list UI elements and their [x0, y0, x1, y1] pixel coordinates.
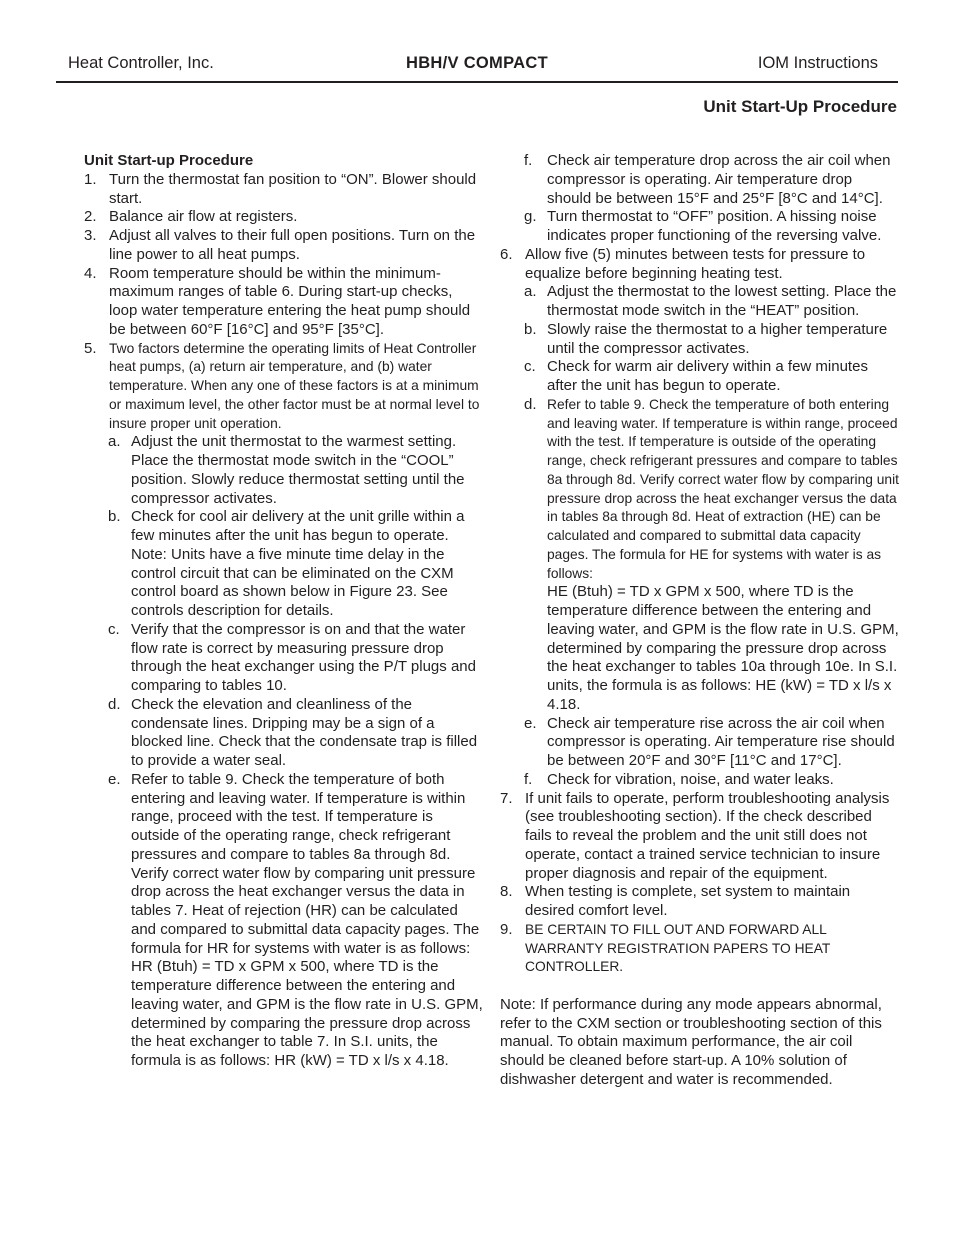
step-5: [84, 340, 484, 434]
company-name: Heat Controller, Inc.: [68, 54, 214, 72]
step-marker: 6.: [500, 245, 513, 263]
section-title: Unit Start-Up Procedure: [703, 97, 897, 116]
substep-marker: d.: [108, 695, 121, 713]
substep-text: Refer to table 9. Check the temperature of both entering and leaving water. If temperature is within range, proceed with the test. If temperature is outside of the operating range, check refrigerant pressures and compare to tables 8a through 8d. Verify correct water flow by comparing unit pressure drop across the heat exchanger versus the data in tables 7. Heat of rejection (HR) can be calculated and compared to submittal data capacity pages. The formula for HR for systems with water is as follows:: [131, 770, 480, 957]
substep-marker: f.: [524, 770, 533, 788]
substep-marker: g.: [524, 208, 537, 226]
substep-marker: a.: [108, 433, 121, 451]
step-text: Allow five (5) minutes between tests for pressure to equalize before beginning heating test.: [525, 245, 866, 282]
procedure-title: Unit Start-up Procedure: [84, 152, 254, 169]
substep-marker: a.: [524, 283, 537, 301]
step-text: Room temperature should be within the minimum-maximum ranges of table 6. During start-up checks, loop water temperature entering the heat pump should be between 60°F [16°C] and 95°F [35°C].: [109, 264, 471, 338]
substep-text: Check for cool air delivery at the unit grille within a few minutes after the unit has begun to operate. Note: Units have a five minute time delay in the control circuit that can be eliminated on the CXM control board as shown below in Figure 23. See controls description for details.: [131, 508, 465, 619]
substep-text: Check for warm air delivery within a few minutes after the unit has begun to operate.: [547, 358, 868, 394]
step-1: [84, 171, 484, 209]
step-5b: [84, 508, 484, 621]
substep-marker: d.: [524, 395, 537, 413]
substep-text: Refer to table 9. Check the temperature of both entering and leaving water. If temperature is within range, proceed with the test. If temperature is outside of the operating range, check refrigerant pressures and compare to tables 8a through 8d. Verify correct water flow by comparing unit pressure drop across the heat exchanger versus the data in tables 8a through 8d. Heat of extraction (HE) can be calculated and compared to submittal data capacity pages. The formula for HE for systems with water is as follows:: [547, 396, 899, 581]
step-5g: [500, 208, 900, 246]
step-5e: [84, 771, 484, 959]
substep-text: Verify that the compressor is on and that the water flow rate is correct by measuring pressure drop through the heat exchanger using the P/T plugs and comparing to tables 10.: [131, 620, 476, 694]
substep-text: Check air temperature drop across the air coil when compressor is operating. Air temperature drop should be between 15°F and 25°F [8°C and 14°C].: [547, 152, 891, 207]
substep-marker: f.: [524, 152, 533, 169]
step-6d-formula: [500, 583, 900, 714]
step-marker: 7.: [500, 789, 513, 807]
step-6d: [500, 396, 900, 584]
substep-text: Turn thermostat to “OFF” position. A hissing noise indicates proper functioning of the reversing valve.: [547, 208, 882, 244]
step-marker: 4.: [84, 264, 97, 282]
step-6a: [500, 283, 900, 321]
step-2: [84, 208, 484, 227]
step-5c: [84, 621, 484, 696]
header-divider: [56, 81, 898, 83]
step-text: Two factors determine the operating limits of Heat Controller heat pumps, (a) return air temperature, and (b) water temperature. When any one of these factors is at a minimum or maximum level, the other factor must be at normal level to insure proper unit operation.: [109, 340, 480, 431]
step-6e: [500, 715, 900, 771]
step-marker: 1.: [84, 170, 97, 188]
substep-marker: e.: [524, 714, 537, 732]
step-9: [500, 921, 900, 977]
step-marker: 2.: [84, 208, 97, 226]
substep-text: Adjust the thermostat to the lowest setting. Place the thermostat mode switch in the “HEAT” position.: [547, 283, 897, 319]
step-marker: 3.: [84, 227, 97, 244]
substep-text: Adjust the unit thermostat to the warmest setting. Place the thermostat mode switch in the “COOL” position. Slowly reduce thermostat setting until the compressor activates.: [131, 433, 465, 507]
step-8: [500, 883, 900, 921]
step-6c: [500, 358, 900, 396]
substep-text: Check for vibration, noise, and water leaks.: [547, 770, 834, 788]
left-column: [84, 152, 484, 1071]
substep-text: Check air temperature rise across the air coil when compressor is operating. Air temperature rise should be between 20°F and 30°F [11°C and 17°C].: [547, 714, 895, 769]
substep-marker: e.: [108, 770, 121, 788]
step-text: If unit fails to operate, perform troubleshooting analysis (see troubleshooting section). If the check described fails to reveal the problem and the unit still does not operate, contact a trained service technician to insure proper diagnosis and repair of the equipment.: [525, 789, 890, 882]
right-column: [500, 152, 900, 1090]
substep-marker: c.: [524, 358, 536, 376]
step-text: BE CERTAIN TO FILL OUT AND FORWARD ALL WARRANTY REGISTRATION PAPERS TO HEAT CONTROLLER.: [525, 921, 831, 975]
step-5e-formula: [84, 958, 484, 1071]
step-7: [500, 790, 900, 884]
formula-text: HE (Btuh) = TD x GPM x 500, where TD is the temperature difference between the entering and leaving water, and GPM is the flow rate in U.S. GPM, determined by comparing the pressure drop across the heat exchanger to tables 10a through 10e. In S.I. units, the formula is as follows: HE (kW) = TD x l/s x 4.18.: [547, 583, 899, 713]
substep-text: Slowly raise the thermostat to a higher temperature until the compressor activates.: [547, 320, 888, 357]
step-marker: 5.: [84, 339, 97, 357]
step-text: Adjust all valves to their full open positions. Turn on the line power to all heat pumps.: [109, 227, 476, 263]
step-marker: 9.: [500, 920, 513, 938]
step-text: When testing is complete, set system to maintain desired comfort level.: [525, 883, 851, 919]
step-5d: [84, 696, 484, 771]
product-name: HBH/V COMPACT: [405, 54, 548, 72]
substep-marker: b.: [524, 320, 537, 338]
substep-marker: c.: [108, 620, 120, 638]
step-text: Balance air flow at registers.: [109, 208, 298, 226]
step-3: [84, 227, 484, 265]
step-marker: 8.: [500, 883, 513, 901]
step-6f: [500, 771, 900, 790]
step-4: [84, 265, 484, 340]
substep-marker: b.: [108, 508, 121, 526]
step-6: [500, 246, 900, 284]
maintenance-note: Note: If performance during any mode appears abnormal, refer to the CXM section or troubleshooting section of this manual. To obtain maximum performance, the air coil should be cleaned before start-up. A 10% solution of dishwasher detergent and water is recommended.: [500, 995, 882, 1088]
substep-text: Check the elevation and cleanliness of the condensate lines. Dripping may be a sign of a blocked line. Check that the condensate trap is filled to provide a water seal.: [131, 695, 478, 769]
step-5f: [500, 152, 900, 208]
formula-text: HR (Btuh) = TD x GPM x 500, where TD is the temperature difference between the entering and leaving water, and GPM is the flow rate in U.S. GPM, determined by comparing the pressure drop across the heat exchanger to table 7. In S.I. units, the formula is as follows: HR (kW) = TD x l/s x 4.18.: [131, 958, 483, 1069]
step-text: Turn the thermostat fan position to “ON”. Blower should start.: [109, 170, 477, 207]
step-6b: [500, 321, 900, 359]
document-type: IOM Instructions: [757, 54, 878, 72]
step-5a: [84, 433, 484, 508]
